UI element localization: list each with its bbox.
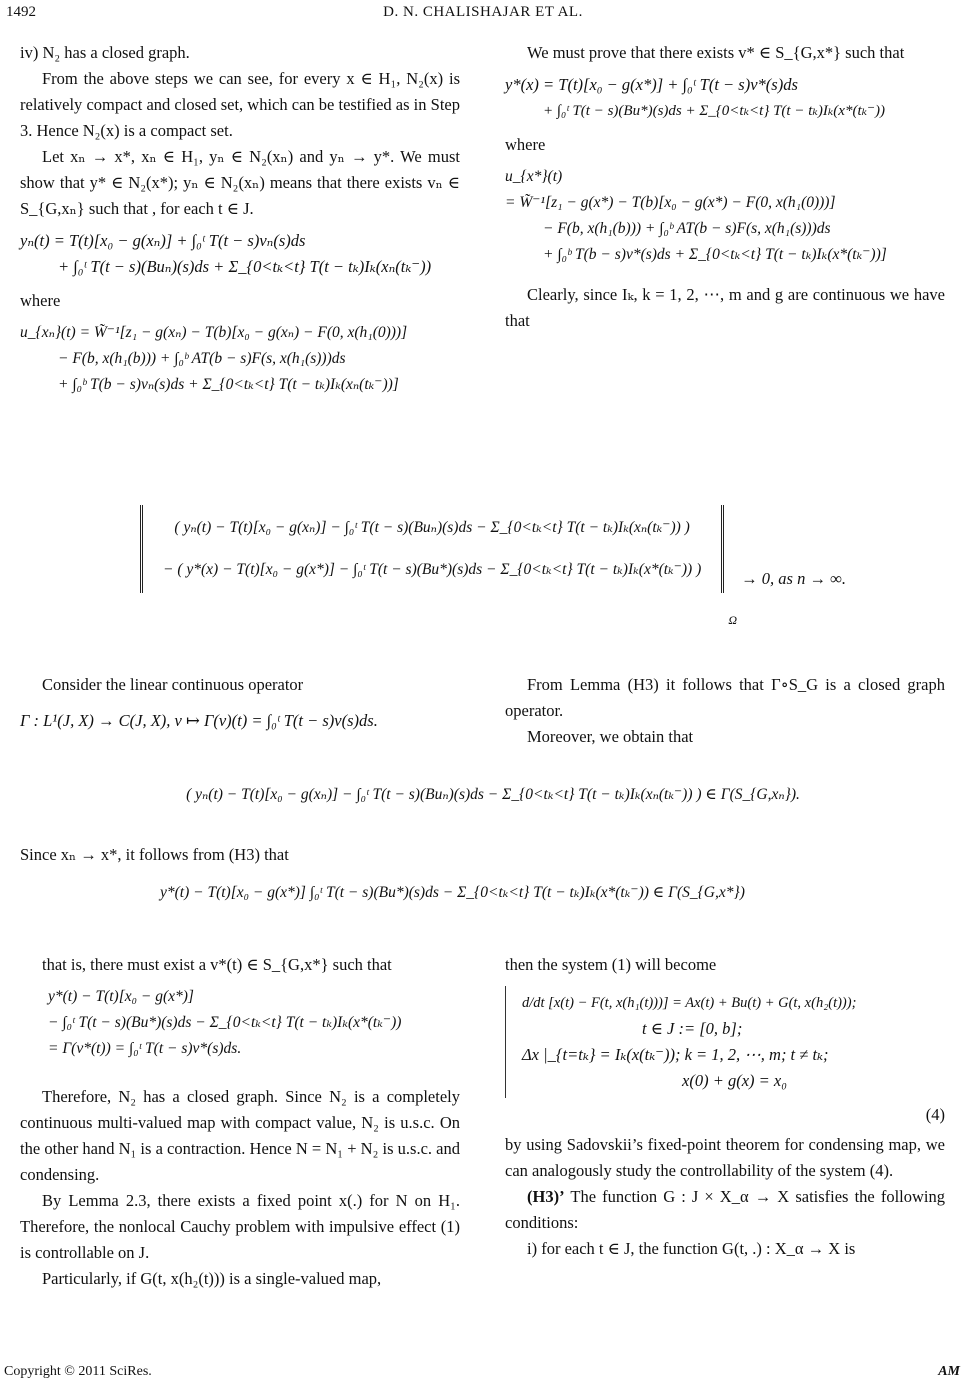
system-line: Δx |_{t=tₖ} = Iₖ(x(tₖ⁻)); k = 1, 2, ⋯, m; t ≠ tₖ; bbox=[522, 1045, 829, 1064]
equation-line: − F(b, x(h₁(b))) + ∫₀ᵇ AT(b − s)F(s, x(h₁(s)))ds bbox=[58, 350, 346, 367]
equation-gamma bbox=[20, 984, 460, 1062]
paragraph-particularly: Particularly, if G(t, x(h₂(t))) is a single-valued map, bbox=[42, 1269, 382, 1288]
equation-number: (4) bbox=[925, 1105, 945, 1124]
equation-y-star bbox=[505, 72, 945, 124]
paragraph-continuous: Clearly, since Iₖ, k = 1, 2, ⋯, m and g are continuous we have that bbox=[505, 285, 945, 330]
equation-membership-star: y*(t) − T(t)[x₀ − g(x*)] ∫₀ᵗ T(t − s)(Bu*)(s)ds − Σ_{0<tₖ<t} T(t − tₖ)Iₖ(x*(tₖ⁻)) ∈ Γ(S_{G,x*}) bbox=[160, 884, 745, 901]
paragraph-compact: From the above steps we can see, for every x ∈ H₁, N₂(x) is relatively compact and closed set, which can be testified as in Step 3. Hence N₂(x) is a compact set. bbox=[20, 69, 460, 140]
equation-line: − ∫₀ᵗ T(t − s)(Bu*)(s)ds − Σ_{0<tₖ<t} T(t − tₖ)Iₖ(x*(tₖ⁻)) bbox=[48, 1014, 402, 1031]
paragraph-therefore: Therefore, N₂ has a closed graph. Since N₂ is a completely continuous multi-valued map with compact value, N₂ is u.s.c. On the other hand N₁ is a contraction. Hence N = N₁ + N₂ is u.s.c. and condensing. bbox=[20, 1087, 460, 1184]
paragraph-h3-prime bbox=[505, 1184, 945, 1236]
equation-line: yₙ(t) = T(t)[x₀ − g(xₙ)] + ∫₀ᵗ T(t − s)vₙ(s)ds bbox=[20, 231, 306, 250]
equation-line: + ∫₀ᵇ T(b − s)vₙ(s)ds + Σ_{0<tₖ<t} T(t − tₖ)Iₖ(xₙ(tₖ⁻))] bbox=[58, 376, 399, 393]
equation-line: + ∫₀ᵗ T(t − s)(Bu*)(s)ds + Σ_{0<tₖ<t} T(t − tₖ)Iₖ(x*(tₖ⁻)) bbox=[543, 103, 885, 119]
equation-operator: Γ : L¹(J, X) → C(J, X), v ↦ Γ(v)(t) = ∫₀ᵗ T(t − s)v(s)ds. bbox=[20, 711, 378, 730]
equation-line: + ∫₀ᵗ T(t − s)(Buₙ)(s)ds + Σ_{0<tₖ<t} T(t − tₖ)Iₖ(xₙ(tₖ⁻)) bbox=[58, 257, 432, 276]
paragraph-fixed-point: By Lemma 2.3, there exists a fixed point x(.) for N on H₁. Therefore, the nonlocal Cauchy problem with impulsive effect (1) is controllable on J. bbox=[20, 1191, 460, 1262]
norm-line: − ( y*(x) − T(t)[x₀ − g(x*)] − ∫₀ᵗ T(t − s)(Bu*)(s)ds − Σ_{0<tₖ<t} T(t − tₖ)Iₖ(x*(tₖ⁻)) ) bbox=[163, 561, 702, 578]
paragraph-lemma: From Lemma (H3) it follows that Γ∘S_G is a closed graph operator. bbox=[505, 675, 945, 720]
running-title: D. N. CHALISHAJAR ET AL. bbox=[383, 4, 583, 20]
paragraph-moreover: Moreover, we obtain that bbox=[527, 727, 694, 746]
lemma-section bbox=[505, 672, 945, 750]
right-column bbox=[505, 40, 945, 334]
norm-subscript: Ω bbox=[728, 613, 738, 627]
equation-line: + ∫₀ᵇ T(b − s)v*(s)ds + Σ_{0<tₖ<t} T(t − tₖ)Iₖ(x*(tₖ⁻))] bbox=[543, 246, 887, 263]
equation-line: = Γ(v*(t)) = ∫₀ᵗ T(t − s)v*(s)ds. bbox=[48, 1040, 242, 1057]
bottom-right-column bbox=[505, 952, 945, 1262]
system-line: t ∈ J := [0, b]; bbox=[642, 1019, 743, 1038]
system-line: x(0) + g(x) = x₀ bbox=[682, 1071, 787, 1090]
bottom-left-column bbox=[20, 952, 460, 1292]
copyright: Copyright © 2011 SciRes. bbox=[4, 1364, 152, 1379]
system-line: d/dt [x(t) − F(t, x(h₁(t)))] = Ax(t) + Bu(t) + G(t, x(h₂(t))); bbox=[522, 995, 857, 1011]
paragraph-condition-i: i) for each t ∈ J, the function G(t, .) : X_α → X is bbox=[527, 1239, 856, 1258]
equation-membership: ( yₙ(t) − T(t)[x₀ − g(xₙ)] − ∫₀ᵗ T(t − s)(Buₙ)(s)ds − Σ_{0<tₖ<t} T(t − tₖ)Iₖ(xₙ(tₖ⁻)) ) ∈ Γ(S_{G,xₙ}). bbox=[186, 786, 800, 803]
where-label: where bbox=[505, 135, 546, 154]
equation-line: y*(t) − T(t)[x₀ − g(x*)] bbox=[48, 988, 194, 1005]
norm-expression bbox=[20, 505, 966, 633]
membership-eq bbox=[20, 782, 966, 808]
page-number: 1492 bbox=[6, 4, 36, 20]
journal-abbrev: AM bbox=[938, 1364, 960, 1379]
equation-u-xn bbox=[20, 320, 460, 398]
paragraph-sadovskii: by using Sadovskii’s fixed-point theorem for condensing map, we can analogously study the controllability of the system (4). bbox=[505, 1135, 945, 1180]
limit-text: → 0, as n → ∞. bbox=[741, 569, 846, 588]
where-label: where bbox=[20, 291, 61, 310]
paragraph-prove: We must prove that there exists v* ∈ S_{G,x*} such that bbox=[527, 43, 905, 62]
norm-line: ( yₙ(t) − T(t)[x₀ − g(xₙ)] − ∫₀ᵗ T(t − s)(Buₙ)(s)ds − Σ_{0<tₖ<t} T(t − tₖ)Iₖ(xₙ(tₖ⁻)) ) bbox=[174, 519, 690, 536]
equation-yn bbox=[20, 228, 460, 280]
norm-bars bbox=[140, 505, 724, 593]
paragraph-iv: iv) N₂ has a closed graph. bbox=[20, 43, 190, 62]
equation-line: = W̃⁻¹[z₁ − g(x*) − T(b)[x₀ − g(x*) − F(0, x(h₁(0)))] bbox=[505, 194, 836, 211]
equation-u-xstar bbox=[505, 164, 945, 268]
h3-prime-text: The function G : J × X_α → X satisfies the following conditions: bbox=[505, 1187, 945, 1232]
equation-line: y*(x) = T(t)[x₀ − g(x*)] + ∫₀ᵗ T(t − s)v*(s)ds bbox=[505, 75, 798, 94]
since-section bbox=[20, 842, 966, 906]
paragraph-consider: Consider the linear continuous operator bbox=[42, 675, 304, 694]
paragraph-exist: that is, there must exist a v*(t) ∈ S_{G,x*} such that bbox=[42, 955, 392, 974]
equation-line: u_{xₙ}(t) = W̃⁻¹[z₁ − g(xₙ) − T(b)[x₀ − g(xₙ) − F(0, x(h₁(0)))] bbox=[20, 324, 408, 341]
equation-line: u_{x*}(t) bbox=[505, 168, 563, 185]
operator-section bbox=[20, 672, 460, 734]
system-4 bbox=[505, 986, 856, 1098]
paragraph-since: Since xₙ → x*, it follows from (H3) that bbox=[20, 845, 289, 864]
paragraph-let: Let xₙ → x*, xₙ ∈ H₁, yₙ ∈ N₂(xₙ) and yₙ → y*. We must show that y* ∈ N₂(x*); yₙ ∈ N₂(xₙ) means that there exists vₙ ∈ S_{G,xₙ} such that , for each t ∈ J. bbox=[20, 147, 460, 218]
equation-line: − F(b, x(h₁(b))) + ∫₀ᵇ AT(b − s)F(s, x(h₁(s)))ds bbox=[543, 220, 831, 237]
h3-prime-label: (H3)’ bbox=[527, 1187, 565, 1206]
paragraph-system: then the system (1) will become bbox=[505, 955, 717, 974]
left-column bbox=[20, 40, 460, 406]
